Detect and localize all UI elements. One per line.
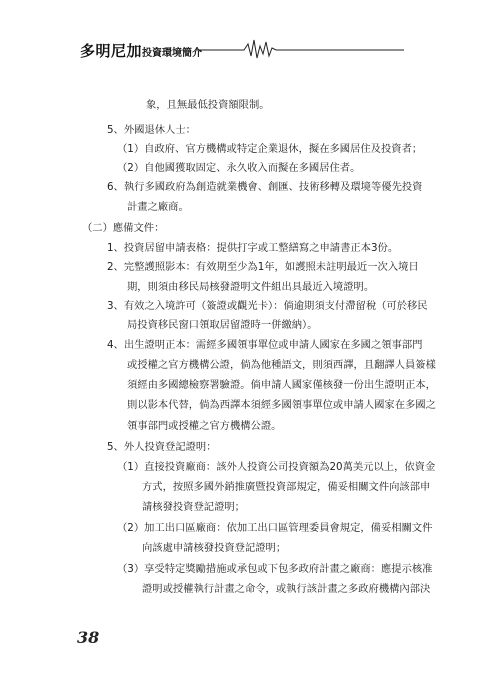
text-line: 3、有效之入境許可（簽證或觀光卡）：倘逾期須支付滯留稅（可於移民 (107, 300, 428, 312)
text-line: 領事部門或授權之官方機構公證。 (127, 420, 282, 432)
text-line: （2）自他國獲取固定、永久收入而擬在多國居住者。 (117, 162, 361, 174)
header-wave-rule (0, 30, 480, 70)
page-number: 38 (77, 628, 100, 647)
text-line: 局投資移民窗口領取居留證時一併繳納）。 (127, 319, 318, 331)
text-line: 1、投資居留申請表格：提供打字或工整繕寫之申請書正本3份。 (107, 242, 399, 254)
text-line: （2）加工出口區廠商：依加工出口區管理委員會規定，備妥相關文件 (117, 522, 433, 534)
text-line: 則以影本代替，倘為西譯本須經多國領事單位或申請人國家在多國之 (127, 399, 436, 411)
text-line: （1）直接投資廠商：該外人投資公司投資額為20萬美元以上，依資金 (117, 461, 436, 473)
header-title-main: 多明尼加 (80, 42, 143, 60)
text-line: 4、出生證明正本：需經多國領事單位或申請人國家在多國之領事部門 (107, 339, 423, 351)
text-line: 計畫之廠商。 (127, 201, 189, 213)
text-line: 須經由多國總檢察署驗證。倘申請人國家僅核發一份出生證明正本， (127, 379, 436, 391)
text-line: 證明或授權執行計畫之命令，或執行該計畫之多政府機構內部決 (142, 583, 431, 595)
text-line: 象，且無最低投資額限制。 (146, 99, 270, 111)
text-line: 期，則須由移民局核發證明文件組出具最近入境證明。 (127, 281, 375, 293)
text-line: （二）應備文件： (82, 222, 165, 234)
text-line: 向該處申請核發投資登記證明； (142, 542, 287, 554)
text-line: 方式，按照多國外銷推廣暨投資部規定，備妥相關文件向該部申 (142, 481, 431, 493)
text-line: 6、執行多國政府為創造就業機會、創匯、技術移轉及環境等優先投資 (107, 181, 423, 193)
text-line: 5、外人投資登記證明： (107, 441, 217, 453)
text-line: 請核發投資登記證明； (142, 501, 245, 513)
text-line: 5、外國退休人士： (107, 124, 196, 136)
text-line: 2、完整護照影本：有效期至少為1年，如護照未註明最近一次入境日 (107, 261, 419, 273)
header-title-sub: 投資環境簡介 (142, 48, 203, 59)
page-header (0, 0, 480, 80)
text-line: （3）享受特定獎勵措施或承包或下包多政府計畫之廠商：應提示核准 (117, 563, 433, 575)
text-line: （1）自政府、官方機構或特定企業退休，擬在多國居住及投資者； (117, 143, 423, 155)
text-line: 或授權之官方機構公證，倘為他種語文，則須西譯，且翻譯人員簽樣 (127, 359, 436, 371)
